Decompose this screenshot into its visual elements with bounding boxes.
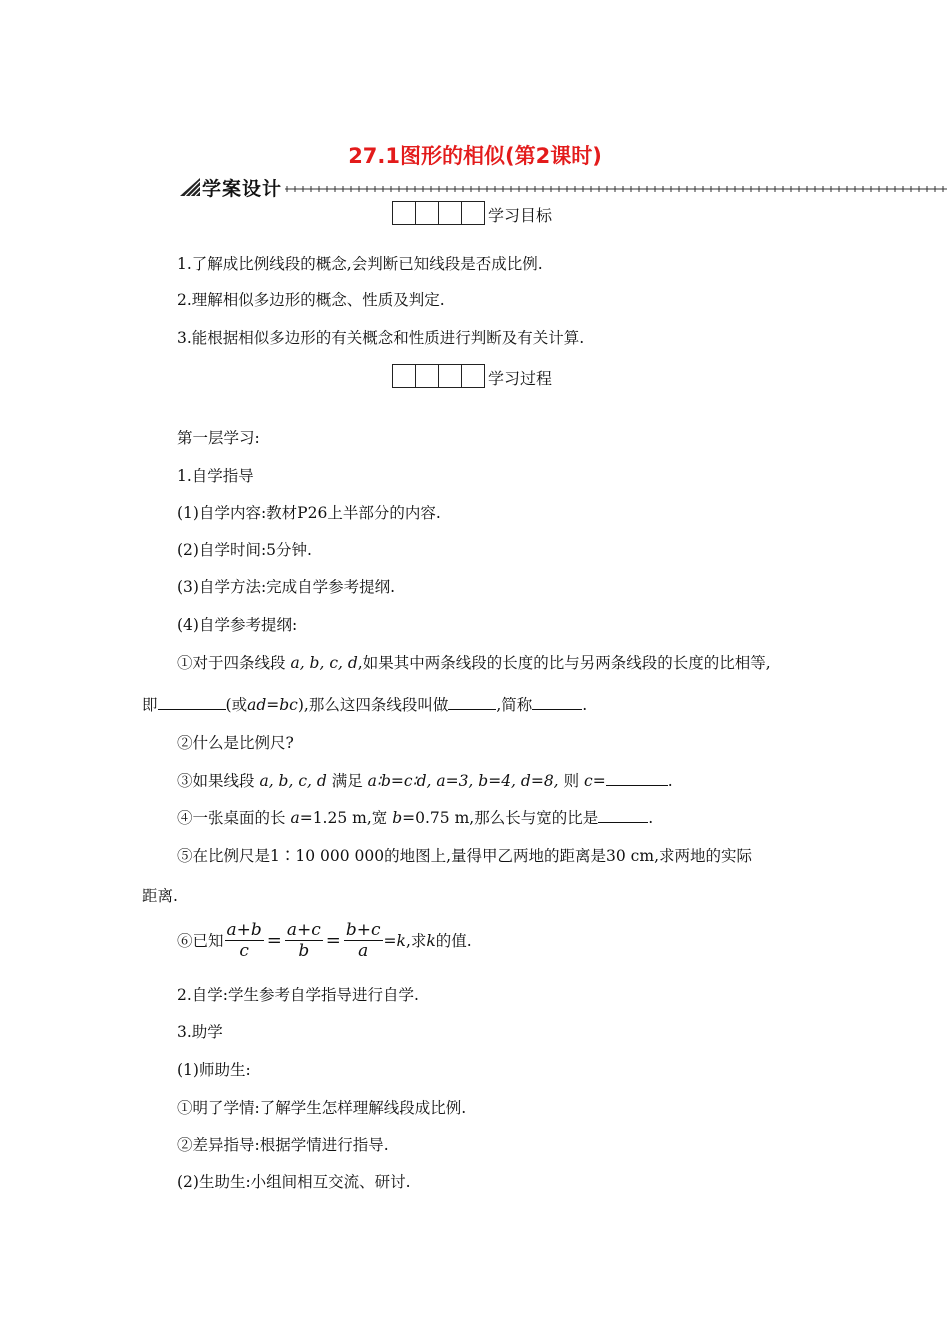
answer-blank[interactable] (158, 695, 226, 710)
question-5-line-1: ⑤在比例尺是1∶10 000 000的地图上,量得甲乙两地的距离是30 cm,求两地的实际 (177, 847, 752, 865)
fraction: $\frac{a+b}{c}$ (226, 920, 262, 961)
guide-item: (2)自学时间:5分钟. (177, 541, 312, 559)
question-1-line-2: 即 (或ad=bc),那么这四条线段叫做 ,简称 . (142, 696, 588, 714)
question-6: ⑥已知 $\frac{a+b}{c}$ = $\frac{a+c}{b}$ = $\frac{b+c}{a}$ = k ,求 k 的值. (177, 920, 472, 961)
answer-blank[interactable] (448, 695, 496, 710)
guide-heading: 1.自学指导 (177, 467, 254, 485)
help-item: (1)师助生: (177, 1061, 251, 1079)
question-4: ④一张桌面的长 a=1.25 m,宽 b=0.75 m,那么长与宽的比是 . (177, 809, 654, 827)
help-heading: 3.助学 (177, 1023, 223, 1041)
objective-item: 1.了解成比例线段的概念,会判断已知线段是否成比例. (177, 255, 543, 273)
guide-item: (3)自学方法:完成自学参考提纲. (177, 578, 396, 596)
banner-dotted-rule (285, 186, 947, 192)
section-box-row (392, 364, 484, 388)
help-item: ②差异指导:根据学情进行指导. (177, 1136, 389, 1154)
section-label-process: 学习过程 (488, 369, 553, 388)
objective-item: 2.理解相似多边形的概念、性质及判定. (177, 291, 445, 309)
banner-text: 学案设计 (202, 177, 283, 200)
self-study-step: 2.自学:学生参考自学指导进行自学. (177, 986, 419, 1004)
answer-blank[interactable] (532, 695, 582, 710)
section-header-process (392, 364, 552, 388)
section-banner (180, 176, 282, 198)
question-1-line-1: ①对于四条线段 a, b, c, d,如果其中两条线段的长度的比与另两条线段的长度的比相等, (177, 654, 771, 672)
question-2: ②什么是比例尺? (177, 734, 294, 752)
fraction: $\frac{b+c}{a}$ (345, 920, 381, 961)
section-box-row (392, 201, 484, 225)
help-item: (2)生助生:小组间相互交流、研讨. (177, 1173, 411, 1191)
guide-item: (4)自学参考提纲: (177, 616, 298, 634)
question-5-line-2: 距离. (142, 887, 178, 905)
objective-item: 3.能根据相似多边形的有关概念和性质进行判断及有关计算. (177, 329, 585, 347)
section-label-objectives: 学习目标 (488, 206, 553, 225)
page-title: 27.1图形的相似(第2课时) (348, 144, 602, 168)
level-heading: 第一层学习: (177, 429, 260, 447)
answer-blank[interactable] (598, 808, 648, 823)
help-item: ①明了学情:了解学生怎样理解线段成比例. (177, 1099, 467, 1117)
fraction: $\frac{a+c}{b}$ (286, 920, 321, 961)
question-3: ③如果线段 a, b, c, d 满足 a∶b=c∶d, a=3, b=4, d=8, 则 c= . (177, 772, 673, 790)
banner-triangle-icon (180, 178, 200, 196)
answer-blank[interactable] (606, 771, 668, 786)
section-header-objectives (392, 201, 552, 225)
guide-item: (1)自学内容:教材P26上半部分的内容. (177, 504, 441, 522)
